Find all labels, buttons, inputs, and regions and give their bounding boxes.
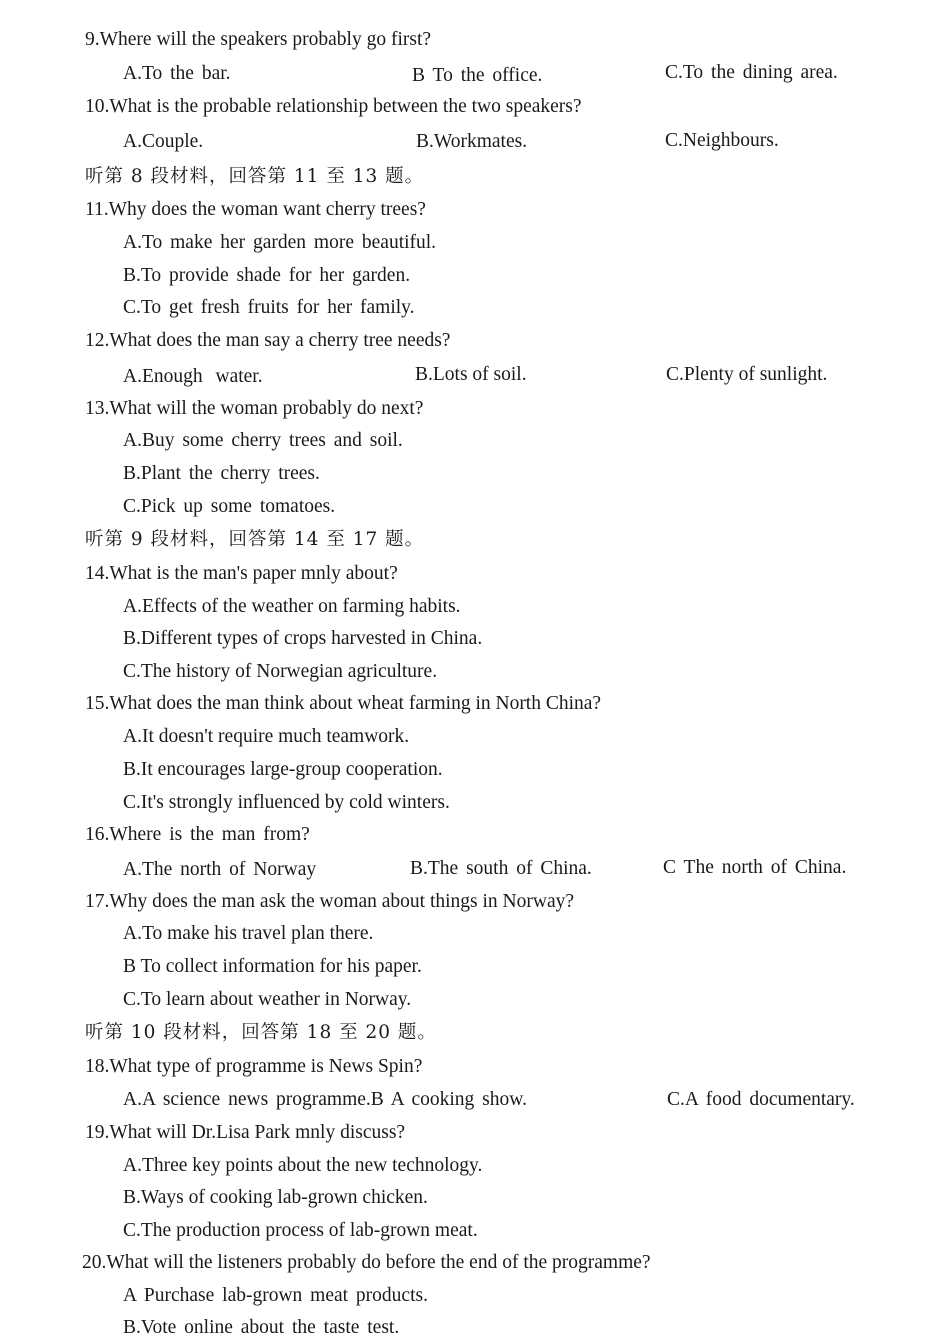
- option-9b: B To the office.: [412, 65, 543, 86]
- question-12: 12.What does the man say a cherry tree needs?: [85, 330, 451, 351]
- question-16: 16.Where is the man from?: [85, 824, 310, 845]
- option-19b: B.Ways of cooking lab-grown chicken.: [123, 1187, 428, 1208]
- question-15: 15.What does the man think about wheat farming in North China?: [85, 693, 602, 714]
- option-9a: A.To the bar.: [123, 63, 231, 84]
- option-11a: A.To make her garden more beautiful.: [123, 232, 437, 253]
- question-19: 19.What will Dr.Lisa Park mnly discuss?: [85, 1122, 406, 1143]
- option-15b: B.It encourages large-group cooperation.: [123, 759, 443, 780]
- question-13: 13.What will the woman probably do next?: [85, 398, 424, 419]
- option-14c: C.The history of Norwegian agriculture.: [123, 661, 438, 682]
- option-20b: B.Vote online about the taste test.: [123, 1317, 400, 1338]
- option-19c: C.The production process of lab-grown meat.: [123, 1220, 478, 1241]
- question-14: 14.What is the man's paper mnly about?: [85, 563, 398, 584]
- option-10c: C.Neighbours.: [665, 130, 779, 151]
- question-11: 11.Why does the woman want cherry trees?: [85, 199, 426, 220]
- option-15a: A.It doesn't require much teamwork.: [123, 726, 410, 747]
- option-11c: C.To get fresh fruits for her family.: [123, 297, 415, 318]
- question-10: 10.What is the probable relationship between the two speakers?: [85, 96, 582, 117]
- option-16b: B.The south of China.: [410, 858, 592, 879]
- option-15c: C.It's strongly influenced by cold winters.: [123, 792, 450, 813]
- option-10a: A.Couple.: [123, 131, 204, 152]
- option-20a: A Purchase lab-grown meat products.: [123, 1285, 428, 1306]
- option-11b: B.To provide shade for her garden.: [123, 265, 411, 286]
- option-9c: C.To the dining area.: [665, 62, 838, 83]
- option-14a: A.Effects of the weather on farming habits.: [123, 596, 461, 617]
- option-10b: B.Workmates.: [416, 131, 528, 152]
- option-13c: C.Pick up some tomatoes.: [123, 496, 336, 517]
- option-13b: B.Plant the cherry trees.: [123, 463, 320, 484]
- option-17c: C.To learn about weather in Norway.: [123, 989, 412, 1010]
- option-17a: A.To make his travel plan there.: [123, 923, 374, 944]
- option-17b: B To collect information for his paper.: [123, 956, 422, 977]
- option-14b: B.Different types of crops harvested in China.: [123, 628, 483, 649]
- section-heading-9: 听第 9 段材料，回答第 14 至 17 题。: [85, 529, 425, 550]
- option-12a: A.Enough water.: [123, 366, 263, 387]
- section-heading-8: 听第 8 段材料，回答第 11 至 13 题。: [85, 166, 425, 187]
- option-18c: C.A food documentary.: [667, 1089, 855, 1110]
- question-20: 20.What will the listeners probably do before the end of the programme?: [82, 1252, 651, 1273]
- question-18: 18.What type of programme is News Spin?: [85, 1056, 423, 1077]
- option-16a: A.The north of Norway: [123, 859, 317, 880]
- option-18ab: A.A science news programme.B A cooking show.: [123, 1089, 527, 1110]
- question-9: 9.Where will the speakers probably go first?: [85, 29, 432, 50]
- section-heading-10: 听第 10 段材料，回答第 18 至 20 题。: [85, 1022, 437, 1043]
- option-12c: C.Plenty of sunlight.: [666, 364, 828, 385]
- option-19a: A.Three key points about the new technology.: [123, 1155, 483, 1176]
- option-16c: C The north of China.: [663, 857, 847, 878]
- option-12b: B.Lots of soil.: [415, 364, 527, 385]
- question-17: 17.Why does the man ask the woman about things in Norway?: [85, 891, 575, 912]
- option-13a: A.Buy some cherry trees and soil.: [123, 430, 403, 451]
